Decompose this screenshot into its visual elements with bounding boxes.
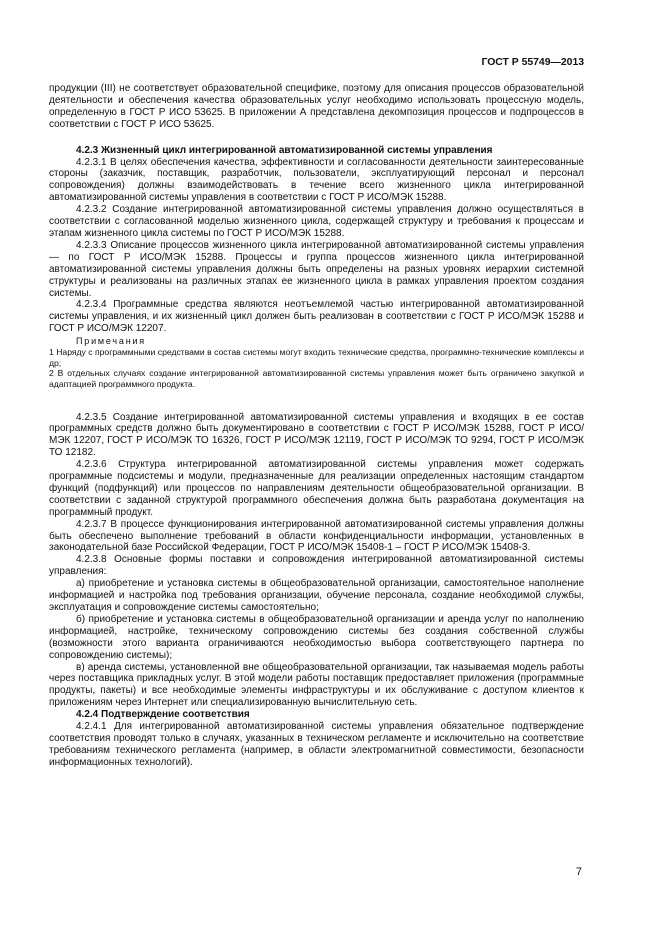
notes-title: Примечания	[76, 336, 146, 347]
paragraph-4-2-3-1: 4.2.3.1 В целях обеспечения качества, эффективности и согласованности деятельности заинтересованные стороны (заказчик, поставщик, разработчик, пользователи, эксплуатирующий персонал и персонал сопровождения) должны взаимодействовать в течение всего жизненного цикла интегрированной автоматизированной системы управления в соответствии с ГОСТ Р ИСО/МЭК 15288.	[49, 156, 584, 204]
paragraph-4-2-3-6: 4.2.3.6 Структура интегрированной автоматизированной системы управления может содержать программные подсистемы и модули, предназначенные для реализации определенных настоящим стандартом функций (подфункций) или процессов по направлениям деятельности общеобразовательной организации. В соответствии с заданной структурой программного обеспечения должна быть разработана документация на программный продукт.	[49, 459, 584, 518]
note-2: 2 В отдельных случаях создание интегрированной автоматизированной системы управления может быть ограничено закупкой и адаптацией программного продукта.	[49, 368, 584, 389]
note-1: 1 Наряду с программными средствами в состав системы могут входить технические средства, программно-технические комплексы и др;	[49, 347, 584, 368]
list-item-b: б) приобретение и установка системы в общеобразовательной организации и аренда услуг по наполнению информацией, настройке, техническому сопровождению системы без создания собственной службы (возможности этого варианта ограничиваются необходимостью выбора соответствующего партнера по сопровождению системы);	[49, 613, 584, 661]
paragraph-4-2-3-7: 4.2.3.7 В процессе функционирования интегрированной автоматизированной системы управления должны быть обеспечено выполнение требований в области конфиденциальности информации, установленных в законодательной базе Российской Федерации, ГОСТ Р ИСО/МЭК 15408-1 – ГОСТ Р ИСО/МЭК 15408-3.	[49, 518, 584, 554]
paragraph-intro: продукции (III) не соответствует образовательной специфике, поэтому для описания процессов образовательной деятельности и обеспечения качества образовательных услуг необходимо использовать процессную модель, определенную в ГОСТ Р ИСО 53625. В приложении А представлена декомпозиция процессов и подпроцессов в соответствии с ГОСТ Р ИСО 53625.	[49, 83, 584, 130]
paragraph-4-2-3-5: 4.2.3.5 Создание интегрированной автоматизированной системы управления и входящих в ее состав программных средств должно быть документировано в соответствии с ГОСТ Р ИСО/МЭК 15288, ГОСТ Р ИСО/МЭК 12207, ГОСТ Р ИСО/МЭК ТО 16326, ГОСТ Р ИСО/МЭК 12119, ГОСТ Р ИСО/МЭК ТО 9294, ГОСТ Р ИСО/МЭК ТО 12182.	[49, 411, 584, 459]
section-heading-4-2-4: 4.2.4 Подтверждение соответствия	[76, 709, 250, 721]
section-heading-4-2-3: 4.2.3 Жизненный цикл интегрированной автоматизированной системы управления	[76, 144, 493, 156]
paragraph-4-2-3-4: 4.2.3.4 Программные средства являются неотъемлемой частью интегрированной автоматизированной системы управления, и их жизненный цикл должен быть реализован в соответствии с ГОСТ Р ИСО/МЭК 15288 и ГОСТ Р ИСО/МЭК 12207.	[49, 299, 584, 335]
page-number: 7	[575, 866, 582, 878]
document-header: ГОСТ Р 55749—2013	[481, 57, 584, 68]
list-item-a: а) приобретение и установка системы в общеобразовательной организации, самостоятельное наполнение информацией и настройка под требования организации, обучение персонала, создание необходимой службы, эксплуатация и сопровождение системы самостоятельно;	[49, 578, 584, 613]
document-body	[49, 83, 584, 769]
list-item-v: в) аренда системы, установленной вне общеобразовательной организации, так называемая модель работы через поставщика прикладных услуг. В этой модели работы поставщик предоставляет приложения (программные продукты, пакеты) и все необходимые элементы инфраструктуры и их обслуживание с доступом клиентов к приложениям через Интернет или специализированную вычислительную сеть.	[49, 661, 584, 709]
paragraph-4-2-3-3: 4.2.3.3 Описание процессов жизненного цикла интегрированной автоматизированной системы управления — по ГОСТ Р ИСО/МЭК 15288. Процессы и группа процессов жизненного цикла интегрированной автоматизированной системы управления должны быть определены на разных уровнях иерархии системной структуры и реализованы на различных этапах ее жизненного цикла в рамках управления проектом создания системы.	[49, 239, 584, 299]
paragraph-4-2-3-2: 4.2.3.2 Создание интегрированной автоматизированной системы управления должно осуществляться в соответствии с согласованной моделью жизненного цикла, содержащей структуру и требования к процессам и этапам жизненного цикла системы по ГОСТ Р ИСО/МЭК 15288.	[49, 204, 584, 239]
paragraph-4-2-4-1: 4.2.4.1 Для интегрированной автоматизированной системы управления обязательное подтверждение соответствия проводят только в случаях, указанных в техническом регламенте и исключительно на соответствие требованиям технического регламента (например, в области электромагнитной совместимости, безопасности информационных технологий).	[49, 721, 584, 768]
paragraph-4-2-3-8: 4.2.3.8 Основные формы поставки и сопровождения интегрированной автоматизированной системы управления:	[49, 554, 584, 578]
